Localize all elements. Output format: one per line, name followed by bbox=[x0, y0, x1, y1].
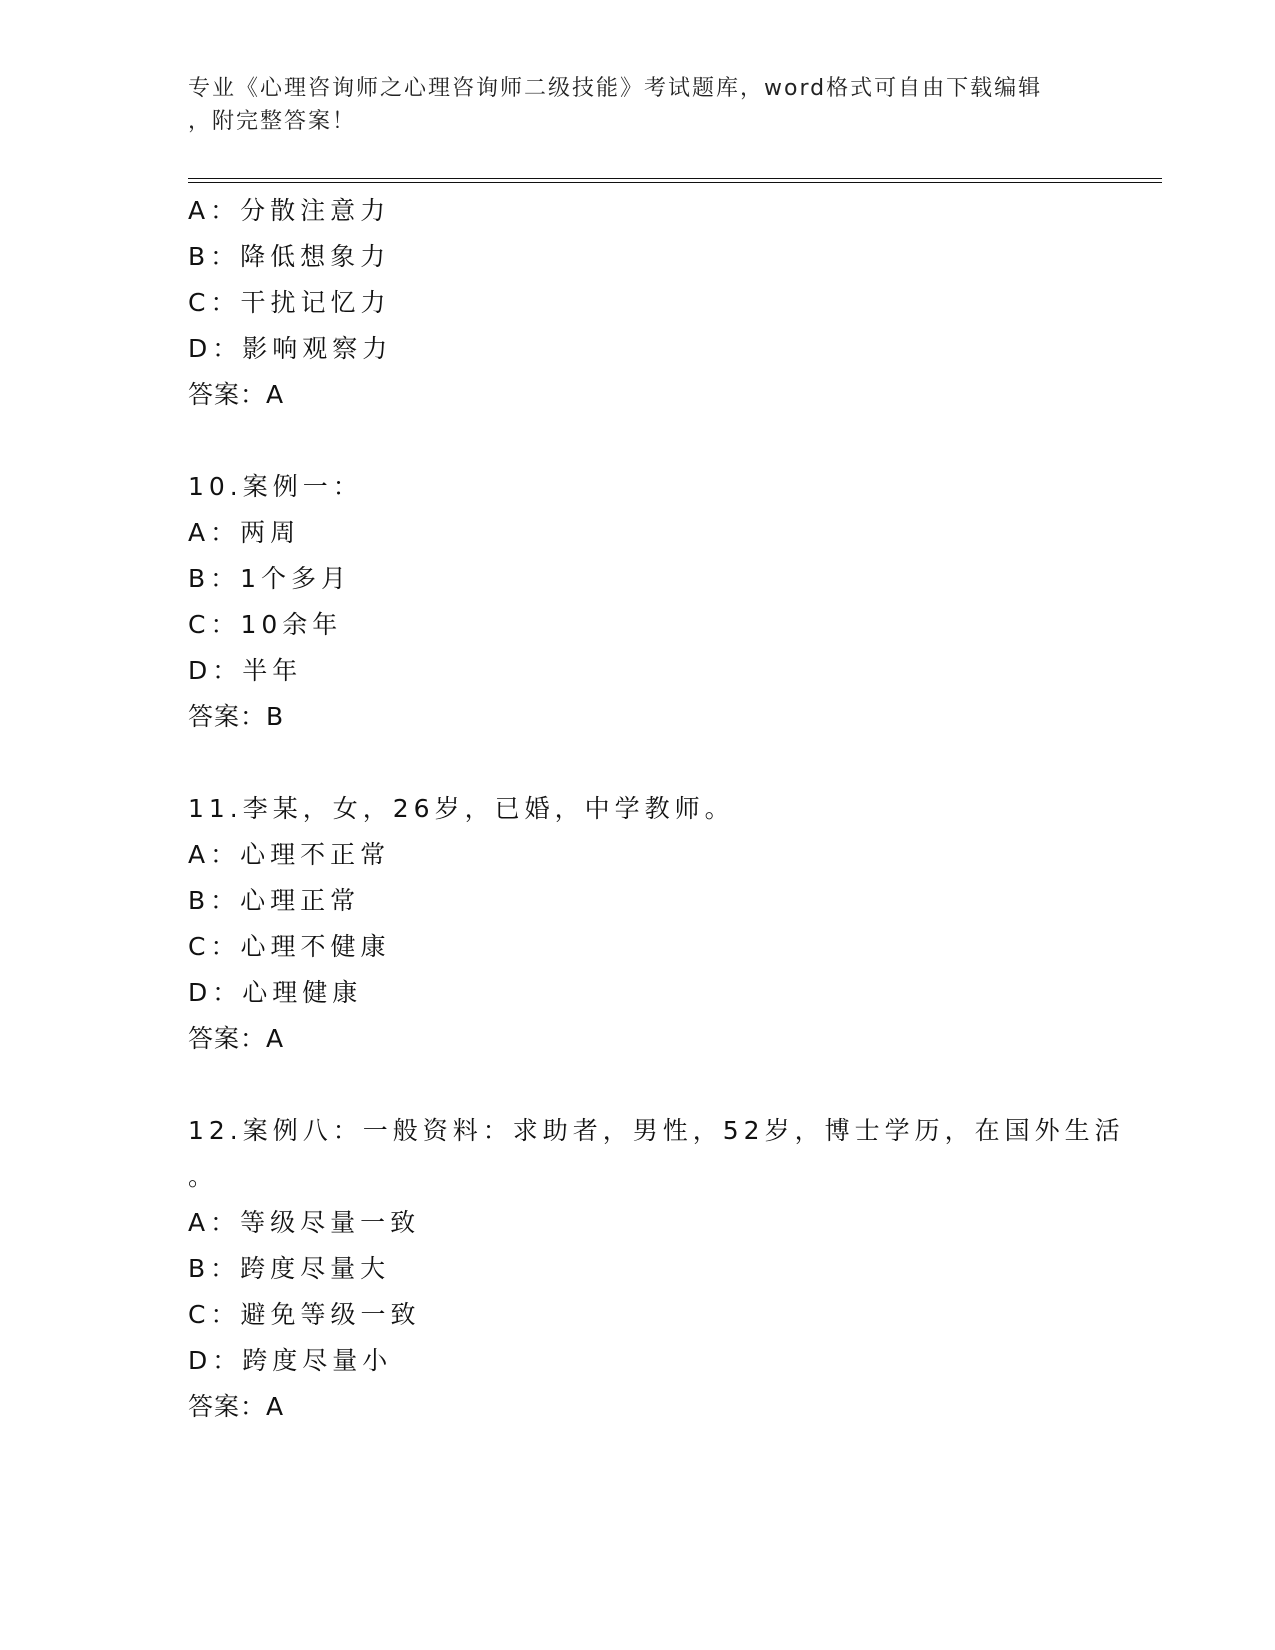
header-line-1: 专业《心理咨询师之心理咨询师二级技能》考试题库，word格式可自由下载编辑 bbox=[188, 76, 1043, 101]
option-c: C：干扰记忆力 bbox=[188, 288, 391, 317]
question-text: 11.李某，女，26岁，已婚，中学教师。 bbox=[188, 794, 735, 823]
option-b: B：降低想象力 bbox=[188, 242, 391, 271]
header-line-2: ，附完整答案！ bbox=[188, 109, 357, 134]
option-b: B：跨度尽量大 bbox=[188, 1254, 391, 1283]
question-list bbox=[188, 188, 1148, 1430]
answer-line: 答案：A bbox=[188, 1024, 285, 1053]
document-header bbox=[188, 72, 1088, 138]
answer-line: 答案：A bbox=[188, 1392, 285, 1421]
option-d: D：心理健康 bbox=[188, 978, 363, 1007]
question-text: 10.案例一： bbox=[188, 472, 363, 501]
option-d: D：跨度尽量小 bbox=[188, 1346, 393, 1375]
question-text-continuation: 。 bbox=[188, 1162, 214, 1191]
option-c: C：10余年 bbox=[188, 610, 343, 639]
block-spacer bbox=[188, 740, 1148, 786]
option-c: C：避免等级一致 bbox=[188, 1300, 421, 1329]
option-b: B：1个多月 bbox=[188, 564, 352, 593]
option-b: B：心理正常 bbox=[188, 886, 361, 915]
option-a: A：两周 bbox=[188, 518, 301, 547]
block-spacer bbox=[188, 1062, 1148, 1108]
option-d: D：半年 bbox=[188, 656, 303, 685]
question-block bbox=[188, 464, 1148, 740]
answer-line: 答案：B bbox=[188, 702, 285, 731]
answer-line: 答案：A bbox=[188, 380, 285, 409]
header-divider-top bbox=[188, 178, 1162, 179]
question-text: 12.案例八：一般资料：求助者，男性，52岁，博士学历，在国外生活 bbox=[188, 1116, 1125, 1145]
block-spacer bbox=[188, 418, 1148, 464]
header-divider-bottom bbox=[188, 182, 1162, 183]
option-a: A：心理不正常 bbox=[188, 840, 391, 869]
question-block bbox=[188, 786, 1148, 1062]
option-a: A：分散注意力 bbox=[188, 196, 391, 225]
option-d: D：影响观察力 bbox=[188, 334, 393, 363]
question-block bbox=[188, 1108, 1148, 1430]
option-a: A：等级尽量一致 bbox=[188, 1208, 421, 1237]
option-c: C：心理不健康 bbox=[188, 932, 391, 961]
question-block bbox=[188, 188, 1148, 418]
